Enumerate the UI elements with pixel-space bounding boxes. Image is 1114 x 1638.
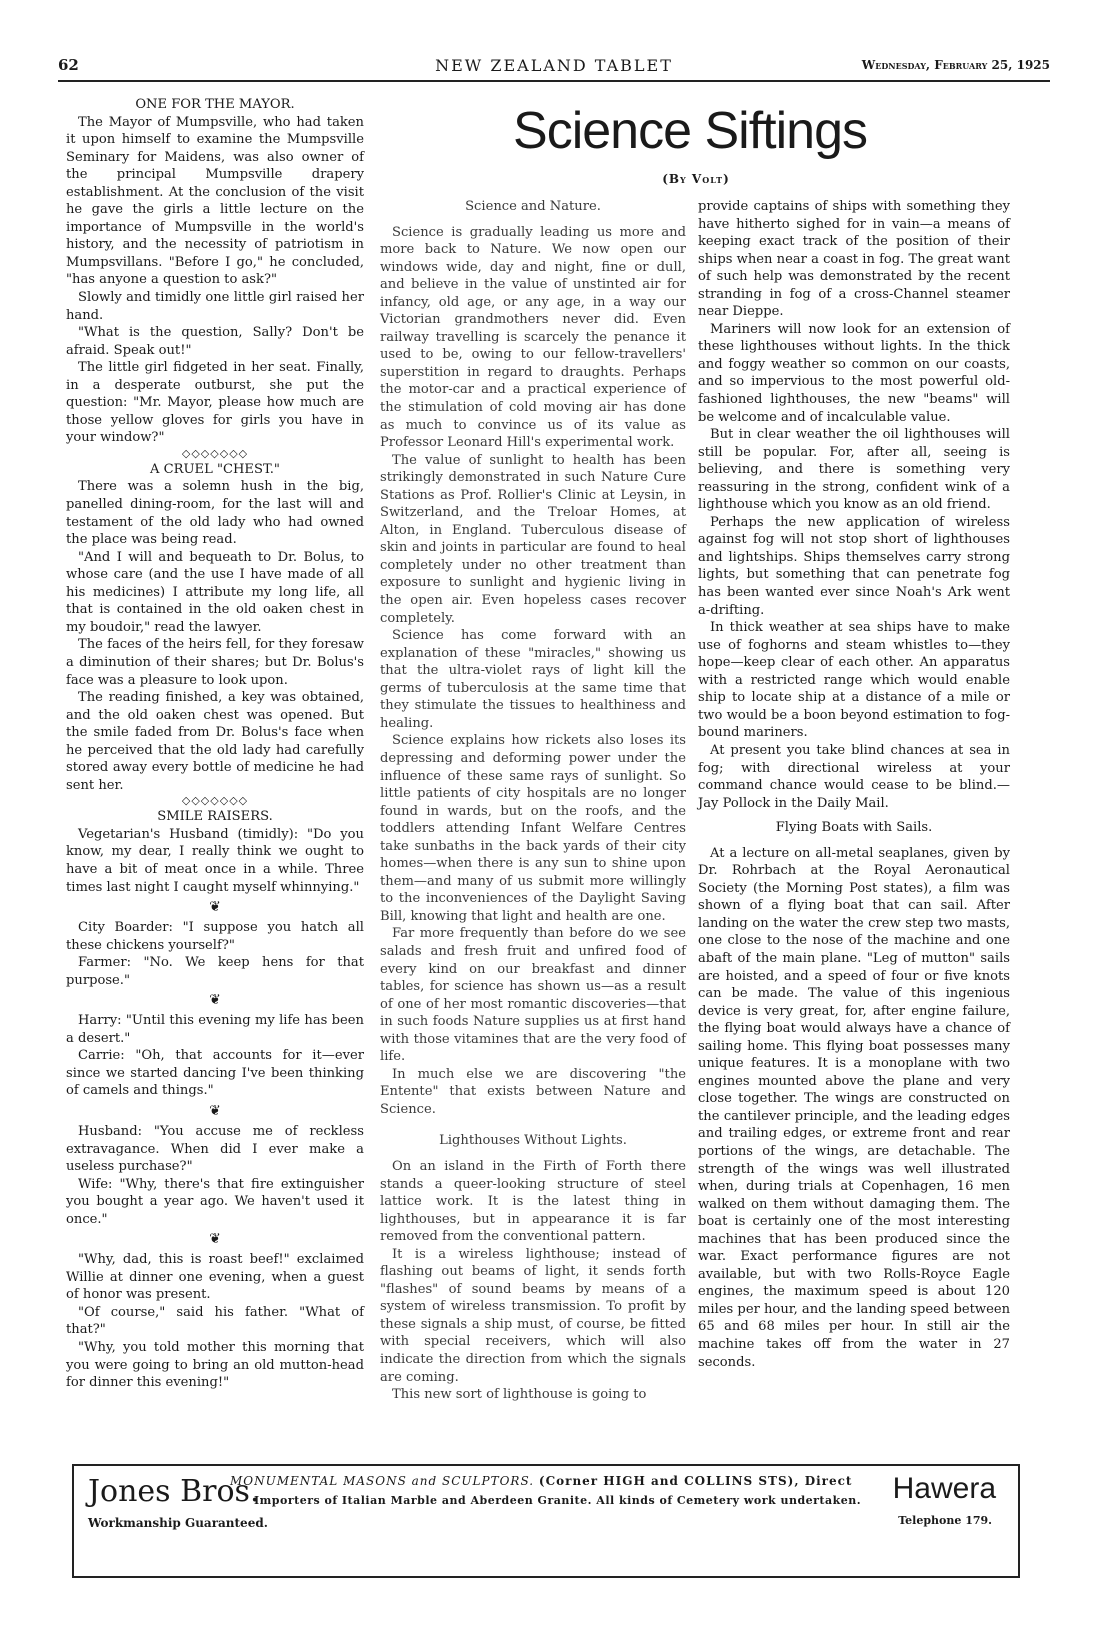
ad-address: (Corner HIGH and COLLINS STS), Direct xyxy=(538,1474,853,1488)
feature-title: Science Siftings xyxy=(513,102,867,160)
joke-vegetarian xyxy=(66,826,364,896)
paragraph: The value of sunlight to health has been strikingly demonstrated in such Nature Cure Stations as Prof. Rollier's Clinic at Leysin, in Switzerland, and the Treloar Homes, at Alton, in England. Tuberculous disease of skin and joints in particular are found to heal completely under no other treatment than exposure to sunlight and hygienic living in the open air. Even hopeless cases recover completely. xyxy=(380,452,686,626)
ad-town: Hawera xyxy=(892,1472,996,1505)
right-column xyxy=(698,198,1010,1371)
paragraph: The faces of the heirs fell, for they foresaw a diminution of their shares; but Dr. Bolus's face was a pleasure to look upon. xyxy=(66,637,364,688)
joke-desert xyxy=(66,1012,364,1100)
page-number: 62 xyxy=(58,56,79,74)
fleuron-divider: ❦ xyxy=(209,992,221,1009)
paragraph: But in clear weather the oil lighthouses will still be popular. For, after all, seeing is believing, and there is something very reassuring in the strong, confident wink of a lighthouse which you know as an old friend. xyxy=(698,427,1010,513)
middle-column xyxy=(380,198,686,1404)
smile-raisers-heading: SMILE RAISERS. xyxy=(157,809,273,825)
paragraph: Farmer: "No. We keep hens for that purpose." xyxy=(66,955,364,988)
issue-date: Wednesday, February 25, 1925 xyxy=(861,58,1050,72)
paragraph: Perhaps the new application of wireless against fog will not stop short of lighthouses and lightships. Ships themselves carry strong lights, but something that can penetrate fog has been wanted ever since Noah's Ark went a-drifting. xyxy=(698,514,1010,618)
lighthouse-article-part2 xyxy=(698,198,1010,812)
paragraph: In much else we are discovering "the Entente" that exists between Nature and Science. xyxy=(380,1066,686,1117)
paragraph: "Why, you told mother this morning that you were going to bring an old mutton-head for dinner this evening!" xyxy=(66,1340,364,1391)
paragraph: provide captains of ships with something they have hitherto sighed for in vain—a means of keeping exact track of the position of their ships when near a coast in fog. The great want of such help was demonstrated by the recent stranding in fog of a cross-Channel steamer near Dieppe. xyxy=(698,199,1010,320)
paragraph: City Boarder: "I suppose you hatch all these chickens yourself?" xyxy=(66,920,364,953)
workmanship-note: Workmanship Guaranteed. xyxy=(88,1516,268,1530)
chest-story xyxy=(66,478,364,794)
paragraph: Vegetarian's Husband (timidly): "Do you know, my dear, I really think we ought to have a bit of meat once in a while. Three times last night I caught myself whinnying." xyxy=(66,826,364,895)
paragraph: "Of course," said his father. "What of that?" xyxy=(66,1304,364,1338)
ad-trade-line xyxy=(230,1474,852,1488)
paragraph: Far more frequently than before do we see salads and fresh fruit and unfired food of every kind on our breakfast and dinner tables, for science has shown us—as a result of one of her most romantic discoveries—that in such foods Nature supplies us at first hand with those vitamines that are the very food of life. xyxy=(380,926,686,1065)
fleuron-divider: ❦ xyxy=(209,1231,221,1248)
paragraph: Carrie: "Oh, that accounts for it—ever since we started dancing I've been thinking of camels and things." xyxy=(66,1048,364,1099)
mayor-heading: ONE FOR THE MAYOR. xyxy=(135,97,295,112)
flying-boats-heading: Flying Boats with Sails. xyxy=(775,820,933,836)
flying-boats-article xyxy=(698,845,1010,1371)
chest-heading: A CRUEL "CHEST." xyxy=(150,461,280,477)
paragraph: "What is the question, Sally? Don't be afraid. Speak out!" xyxy=(66,325,364,358)
page-header xyxy=(58,56,1050,78)
lighthouse-heading: Lighthouses Without Lights. xyxy=(439,1133,627,1149)
advertisement-box xyxy=(72,1464,1020,1578)
nature-article xyxy=(380,224,686,1119)
paragraph: The little girl fidgeted in her seat. Finally, in a desperate outburst, she put the question: "Mr. Mayor, please how much are those yellow gloves for girls you have in your window?" xyxy=(66,360,364,446)
paragraph: This new sort of lighthouse is going to xyxy=(392,1387,647,1403)
left-column xyxy=(66,96,364,1392)
feature-byline: (By Volt) xyxy=(662,172,730,186)
mayor-story xyxy=(66,114,364,447)
lighthouse-article-part1 xyxy=(380,1158,686,1404)
ornament-divider: ◇◇◇◇◇◇◇ xyxy=(181,446,249,460)
paragraph: In thick weather at sea ships have to make use of foghorns and steam whistles to—they hope—keep clear of each other. An apparatus with a restricted range which would enable ship to locate ship at a distance of a mile or two would be a boon beyond estimation to fog-bound mariners. xyxy=(698,620,1010,741)
paragraph: Science has come forward with an explanation of these "miracles," showing us that the ultra-violet rays of light kill the germs of tuberculosis at the same time that they stimulate the tissues to healthiness and healing. xyxy=(380,628,686,731)
joke-boarder xyxy=(66,919,364,989)
paragraph: Mariners will now look for an extension of these lighthouses without lights. In the thick and foggy weather so common on our coasts, and so impervious to the most powerful old-fashioned lighthouses, the new "beams" will be welcome and of incalculable value. xyxy=(698,321,1010,425)
ornament-divider: ◇◇◇◇◇◇◇ xyxy=(181,794,249,808)
publication-title: NEW ZEALAND TABLET xyxy=(435,56,673,75)
header-rule xyxy=(58,80,1050,82)
ad-trade: MONUMENTAL MASONS and SCULPTORS. xyxy=(230,1474,535,1488)
paragraph: At present you take blind chances at sea in fog; with directional wireless at your command chance would cease to be blind.—Jay Pollock in the Daily Mail. xyxy=(698,742,1010,811)
fleuron-divider: ❦ xyxy=(209,1102,221,1119)
ad-telephone: Telephone 179. xyxy=(898,1514,992,1527)
paragraph: Wife: "Why, there's that fire extinguisher you bought a year ago. We haven't used it once." xyxy=(66,1176,364,1227)
paragraph: It is a wireless lighthouse; instead of flashing out beams of light, it sends forth "flashes" of sound beams by means of a system of wireless transmission. To profit by these signals a ship must, of course, be fitted with special receivers, which will also indicate the direction from which the signals are coming. xyxy=(380,1246,686,1385)
paragraph: Harry: "Until this evening my life has been a desert." xyxy=(66,1013,364,1046)
ad-importers-line: Importers of Italian Marble and Aberdeen Granite. All kinds of Cemetery work undertaken. xyxy=(254,1494,862,1507)
paragraph: Husband: "You accuse me of reckless extravagance. When did I ever make a useless purchase?" xyxy=(66,1123,364,1175)
advertiser-name: Jones Bros. xyxy=(88,1474,260,1509)
joke-extinguisher xyxy=(66,1123,364,1228)
paragraph: There was a solemn hush in the big, panelled dining-room, for the last will and testament of the old lady who had owned the place was being read. xyxy=(66,479,364,548)
paragraph: Slowly and timidly one little girl raised her hand. xyxy=(66,290,364,323)
joke-mutton-head xyxy=(66,1251,364,1391)
paragraph: "And I will and bequeath to Dr. Bolus, to whose care (and the use I have made of all his medicines) I attribute my long life, all that is contained in the old oaken chest in my boudoir," read the lawyer. xyxy=(66,549,364,635)
paragraph: The Mayor of Mumpsville, who had taken it upon himself to examine the Mumpsville Seminary for Maidens, was also owner of the principal Mumpsville drapery establishment. At the conclusion of the visit he gave the girls a little lecture on the importance of Mumpsville in the world's history, and the necessity of patriotism in Mumpsvillans. "Before I go," he concluded, "has anyone a question to ask?" xyxy=(66,114,364,288)
paragraph: At a lecture on all-metal seaplanes, given by Dr. Rohrbach at the Royal Aeronautical Society (the Morning Post states), a film was shown of a flying boat that can sail. After landing on the water the crew step two masts, one close to the nose of the machine and one abaft of the main plane. "Leg of mutton" sails are hoisted, and a speed of four or five knots can be made. The value of this ingenious device is very great, for, after engine failure, the flying boat would always have a chance of sailing home. This flying boat possesses many unique features. It is a monoplane with two engines mounted above the plane and very close together. The wings are constructed on the cantilever principle, and the leading edges and trailing edges, or extreme front and rear portions of the wings, are detachable. The strength of the wings was well illustrated when, during trials at Copenhagen, 16 men walked on them without damaging them. The boat is certainly one of the most interesting machines that has been produced since the war. Exact performance figures are not available, but with two Rolls-Royce Eagle engines, the maximum speed is about 120 miles per hour, and the landing speed between 65 and 68 miles per hour. In still air the machine takes off from the water in 27 seconds. xyxy=(698,845,1010,1370)
fleuron-divider: ❦ xyxy=(209,899,221,916)
paragraph: On an island in the Firth of Forth there stands a queer-looking structure of steel lattice work. It is the latest thing in lighthouses, but in appearance it is far removed from the conventional pattern. xyxy=(380,1158,686,1245)
nature-heading: Science and Nature. xyxy=(465,199,601,214)
paragraph: Science is gradually leading us more and more back to Nature. We now open our windows wide, day and night, fine or dull, and believe in the value of unstinted air for infancy, old age, or any age, in a way our Victorian grandmothers never did. Even railway travelling is scarcely the penance it used to be, owing to our fellow-travellers' superstition in regard to draughts. Perhaps the motor-car and a practical experience of the stimulation of cold moving air has done as much to convince us of its value as Professor Leonard Hill's experimental work. xyxy=(380,224,686,451)
paragraph: The reading finished, a key was obtained, and the old oaken chest was opened. But the smile faded from Dr. Bolus's face when he perceived that the old lady had carefully stored away every bottle of medicine he had sent her. xyxy=(66,690,364,793)
paragraph: "Why, dad, this is roast beef!" exclaimed Willie at dinner one evening, when a guest of honor was present. xyxy=(66,1252,364,1303)
paragraph: Science explains how rickets also loses its depressing and deforming power under the influence of these same rays of sunlight. So little patients of city hospitals are no longer found in wards, but on the roofs, and the toddlers attending Infant Welfare Centres take sunbaths in the back yards of their city homes—when there is any sun to shine upon them—and many of us submit more willingly to the inconveniences of the Daylight Saving Bill, knowing that light and health are one. xyxy=(380,733,686,924)
